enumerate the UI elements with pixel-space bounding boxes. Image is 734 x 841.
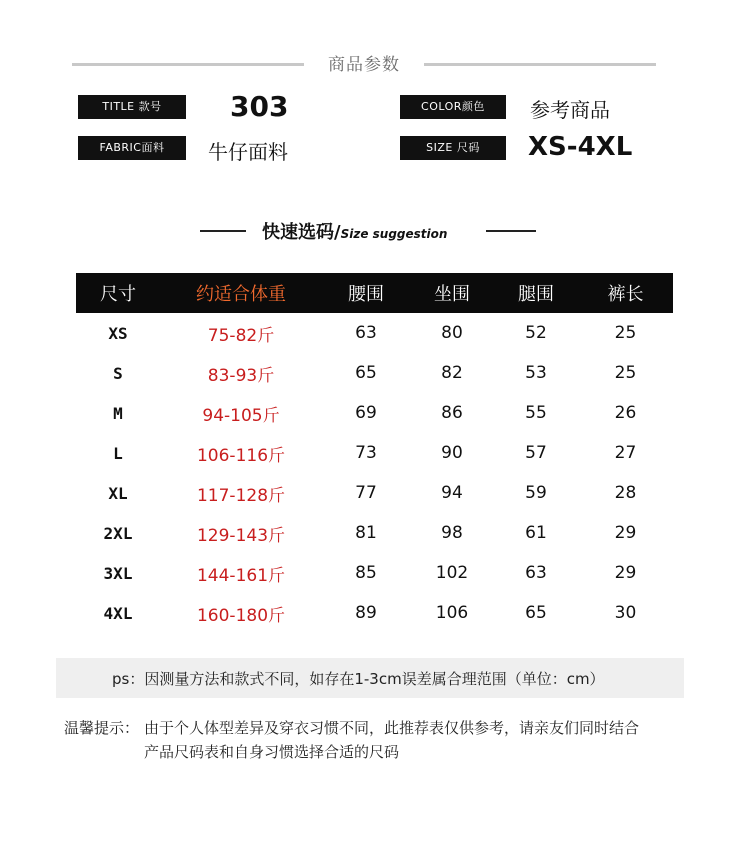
title-value: 303: [230, 90, 289, 123]
cell-hip: 94: [441, 483, 463, 503]
tip-line-1: 由于个人体型差异及穿衣习惯不同，此推荐表仅供参考，请亲友们同时结合: [144, 719, 640, 737]
fabric-tag: FABRIC面料: [78, 136, 186, 160]
heading-dash-right: [486, 230, 536, 232]
cell-size: XS: [108, 323, 128, 343]
cell-weight: 117-128斤: [196, 485, 286, 506]
ps-note: ps：因测量方法和款式不同，如存在1-3cm误差属合理范围（单位：cm）: [112, 670, 605, 688]
cell-hip: 102: [435, 563, 469, 583]
cell-weight: 106-116斤: [196, 445, 286, 466]
cell-length: 27: [614, 443, 637, 463]
cell-length: 30: [614, 603, 637, 623]
header-waist: 腰围: [322, 273, 410, 313]
cell-size: 2XL: [103, 523, 133, 543]
params-heading: 商品参数: [328, 55, 400, 75]
size-table-header: [76, 273, 673, 313]
cell-hip: 98: [441, 523, 463, 543]
tip-label: 温馨提示：: [64, 719, 140, 737]
cell-size: XL: [108, 483, 128, 503]
cell-thigh: 61: [525, 523, 547, 543]
color-tag: COLOR颜色: [400, 95, 506, 119]
size-value: XS-4XL: [528, 132, 633, 162]
cell-size: 4XL: [103, 603, 133, 623]
cell-weight: 94-105斤: [202, 405, 280, 426]
divider-left: [72, 63, 304, 66]
cell-weight: 129-143斤: [196, 525, 286, 546]
cell-hip: 106: [435, 603, 469, 623]
cell-weight: 160-180斤: [196, 605, 286, 626]
cell-waist: 65: [355, 363, 377, 383]
cell-hip: 82: [441, 363, 463, 383]
table-row: [76, 313, 673, 353]
cell-hip: 90: [441, 443, 463, 463]
ps-note-bar: [56, 658, 684, 698]
params-heading-bar: [72, 48, 656, 78]
header-weight: 约适合体重: [160, 273, 322, 313]
cell-thigh: 65: [525, 603, 547, 623]
cell-waist: 89: [355, 603, 377, 623]
cell-thigh: 59: [525, 483, 547, 503]
cell-weight: 75-82斤: [207, 325, 275, 346]
cell-waist: 73: [355, 443, 377, 463]
cell-length: 26: [614, 403, 637, 423]
header-length: 裤长: [578, 273, 673, 313]
table-row: [76, 353, 673, 393]
fabric-value: 牛仔面料: [208, 140, 288, 164]
divider-right: [424, 63, 656, 66]
cell-length: 25: [614, 363, 637, 383]
tip-line-2: 产品尺码表和自身习惯选择合适的尺码: [144, 743, 400, 761]
cell-waist: 81: [355, 523, 377, 543]
header-size: 尺寸: [76, 273, 160, 313]
table-row: [76, 473, 673, 513]
size-suggestion-title: [262, 218, 447, 244]
cell-length: 28: [614, 483, 637, 503]
cell-size: 3XL: [103, 563, 133, 583]
table-row: [76, 513, 673, 553]
table-row: [76, 593, 673, 633]
size-table: [76, 273, 673, 633]
cell-thigh: 52: [525, 323, 547, 343]
size-suggestion-cn: 快速选码/: [262, 222, 341, 243]
cell-length: 29: [614, 563, 637, 583]
size-suggestion-heading: [200, 216, 540, 246]
cell-thigh: 53: [525, 363, 547, 383]
cell-size: L: [113, 443, 123, 463]
cell-length: 25: [614, 323, 637, 343]
color-value: 参考商品: [530, 98, 610, 122]
cell-size: S: [113, 363, 123, 383]
title-tag: TITLE 款号: [78, 95, 186, 119]
cell-waist: 85: [355, 563, 377, 583]
cell-hip: 80: [441, 323, 463, 343]
size-suggestion-en: Size suggestion: [340, 227, 448, 241]
cell-waist: 77: [355, 483, 377, 503]
header-thigh: 腿围: [494, 273, 578, 313]
cell-waist: 63: [355, 323, 377, 343]
cell-weight: 144-161斤: [196, 565, 286, 586]
cell-thigh: 55: [525, 403, 547, 423]
cell-hip: 86: [441, 403, 463, 423]
cell-size: M: [113, 403, 123, 423]
cell-waist: 69: [355, 403, 377, 423]
table-row: [76, 393, 673, 433]
cell-length: 29: [614, 523, 637, 543]
cell-thigh: 57: [525, 443, 547, 463]
cell-thigh: 63: [525, 563, 547, 583]
heading-dash-left: [200, 230, 246, 232]
cell-weight: 83-93斤: [207, 365, 275, 386]
table-row: [76, 433, 673, 473]
table-row: [76, 553, 673, 593]
size-tag: SIZE 尺码: [400, 136, 506, 160]
header-hip: 坐围: [410, 273, 494, 313]
